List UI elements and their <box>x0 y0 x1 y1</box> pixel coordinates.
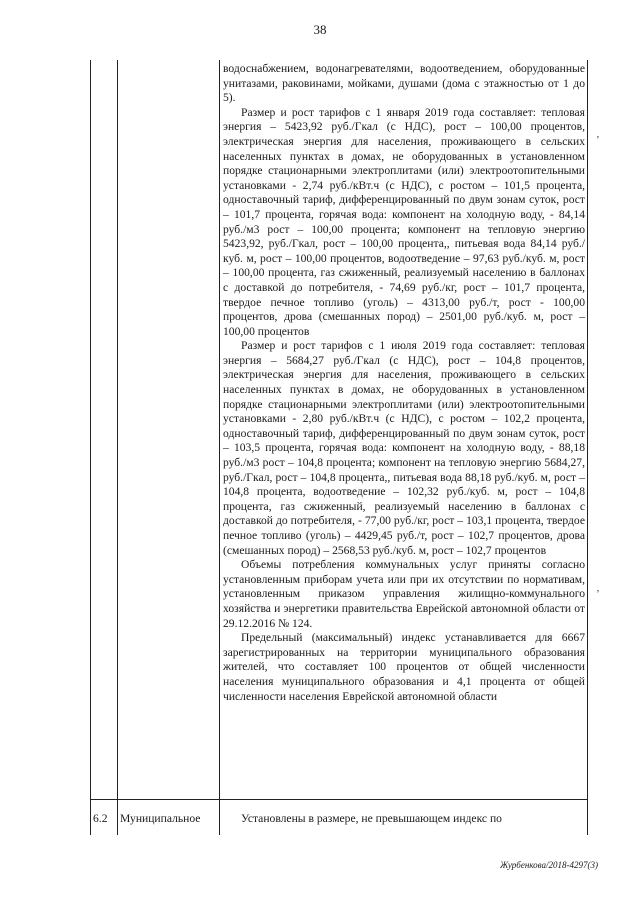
row-divider <box>90 799 588 800</box>
paragraph-housing-types: водоснабжением, водонагревателями, водоотведением, оборудованные унитазами, раковинами, мойками, душами (дома с этажностью от 1 до 5). <box>223 62 585 105</box>
tariff-description-cell <box>223 62 585 704</box>
paragraph-tariffs-january: Размер и рост тарифов с 1 января 2019 года составляет: тепловая энергия – 5423,92 руб./Гкал (с НДС), рост – 100,00 процентов, электрическая энергия для населения, проживающего в сельских населенных пунктах в домах, не оборудованных в установленном порядке стационарными электроплитами (или) электроотопительными установками - 2,74 руб./кВт.ч (с НДС), с ростом – 101,5 процента, одноставочный тариф, дифференцированный по двум зонам суток, рост – 101,7 процента, горячая вода: компонент на холодную воду, - 84,14 руб./м3 рост – 100,00 процента; компонент на тепловую энергию 5423,92, руб./Гкал, рост – 100,00 процента,, питьевая вода 84,14 руб./куб. м, рост – 100,00 процентов, водоотведение – 97,63 руб./куб. м, рост – 100,00 процента, газ сжиженный, реализуемый населению в баллонах с доставкой до потребителя, - 74,69 руб./кг, рост – 101,7 процента, твердое печное топливо (уголь) – 4313,00 руб./т, рост - 100,00 процентов, дрова (смешанных пород) – 2501,00 руб./куб. м, рост – 100,00 процентов <box>223 105 585 338</box>
table-border-left <box>90 60 91 835</box>
page-number: 38 <box>313 22 327 37</box>
row-description: Установлены в размере, не превышающем индекс по <box>241 812 502 825</box>
footer-code: Журбенкова/2018-4297(3) <box>499 860 598 870</box>
row-number: 6.2 <box>93 812 108 825</box>
column-divider-2 <box>219 60 220 835</box>
paragraph-consumption-volumes: Объемы потребления коммунальных услуг приняты согласно установленным приборам учета или при их отсутствии по нормативам, установленным приказом управления жилищно-коммунального хозяйства и энергетики правительства Еврейской автономной области от 29.12.2016 № 124. <box>223 558 585 630</box>
row-name: Муниципальное <box>120 812 201 825</box>
paragraph-max-index: Предельный (максимальный) индекс устанавливается для 6667 зарегистрированных на территории муниципального образования жителей, что составляет 100 процентов от общей численности населения муниципального образования и 4,1 процента от общей численности населения Еврейской автономной области <box>223 631 585 703</box>
paragraph-tariffs-july: Размер и рост тарифов с 1 июля 2019 года составляет: тепловая энергия – 5684,27 руб./Гкал (с НДС), рост – 104,8 процентов, электрическая энергия для населения, проживающего в сельских населенных пунктах в домах, не оборудованных в установленном порядке стационарными электроплитами (или) электроотопительными установками - 2,80 руб./кВт.ч (с НДС), с ростом – 102,2 процента, одноставочный тариф, дифференцированный по двум зонам суток, рост – 103,5 процента, горячая вода: компонент на холодную воду, - 88,18 руб./м3 рост – 104,8 процента; компонент на тепловую энергию 5684,27, руб./Гкал, рост – 104,8 процента,, питьевая вода 88,18 руб./куб. м, рост – 104,8 процента, водоотведение – 102,32 руб./куб. м, рост – 104,8 процента, газ сжиженный, реализуемый населению в баллонах с доставкой до потребителя, - 77,00 руб./кг, рост – 103,1 процента, твердое печное топливо (уголь) – 4429,45 руб./т, рост – 102,7 процентов, дрова (смешанных пород) – 2568,53 руб./куб. м, рост – 102,7 процентов <box>223 339 585 557</box>
document-table <box>90 60 588 835</box>
table-border-right <box>587 60 588 835</box>
column-divider-1 <box>117 60 118 835</box>
margin-mark: ‚ <box>596 582 600 594</box>
margin-mark: ‚ <box>596 128 600 140</box>
